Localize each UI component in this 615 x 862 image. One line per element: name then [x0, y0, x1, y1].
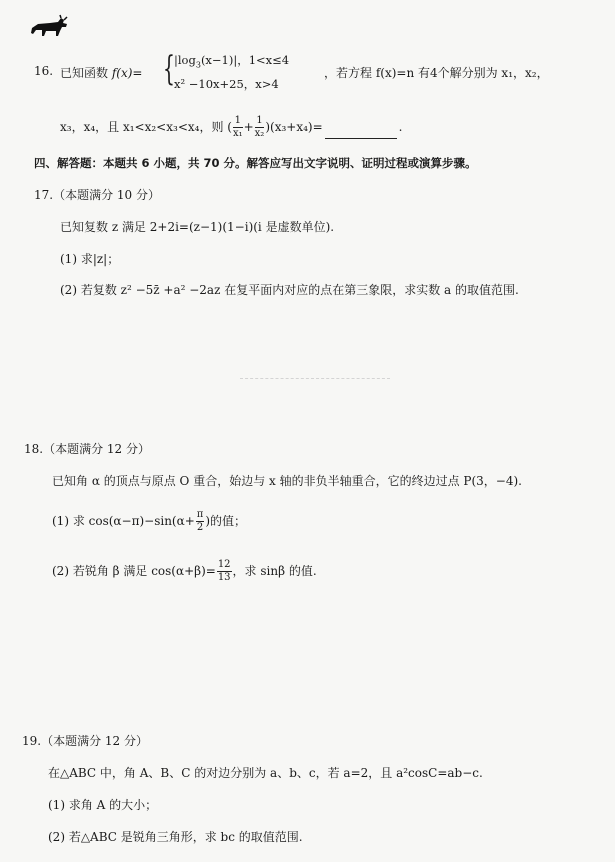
q17-part2-text: (2) 若复数 z² −5z̄ +a² −2az 在复平面内对应的点在第三象限，求实数 a 的取值范围. — [60, 283, 519, 297]
q18-part2-b: ，求 sinβ 的值. — [232, 564, 317, 578]
q19-part1 — [48, 796, 157, 813]
q19-part2 — [48, 828, 303, 845]
q19-header-text: 19.（本题满分 12 分） — [22, 734, 148, 748]
q16-frac1-num: 1 — [234, 115, 241, 126]
q19-stem — [48, 764, 483, 781]
answer-blank[interactable] — [325, 126, 397, 139]
bull-logo-icon — [30, 14, 70, 38]
q18-part1-frac — [196, 510, 205, 533]
q16-number-text: 16. — [34, 64, 54, 78]
q17-stem — [60, 218, 334, 235]
q17-part1 — [60, 250, 119, 267]
q16-line2a: x₃，x₄，且 x₁<x₂<x₃<x₄，则 ( — [60, 120, 232, 134]
q18-part2-a: (2) 若锐角 β 满足 cos(α+β)= — [52, 564, 216, 578]
q18-part1 — [52, 510, 246, 533]
q18-part2-frac-den: 13 — [217, 572, 231, 583]
q19-part1-text: (1) 求角 A 的大小； — [48, 798, 158, 812]
q16-fx: f(x)= — [111, 66, 143, 80]
section-four-heading — [34, 155, 477, 171]
q18-part2-frac-num: 12 — [217, 559, 231, 570]
q18-stem-text: 已知角 α 的顶点与原点 O 重合，始边与 x 轴的非负半轴重合，它的终边过点 P(3，−4). — [52, 474, 522, 488]
q19-header — [22, 732, 148, 749]
q16-frac2 — [255, 116, 265, 139]
q17-part1-text: (1) 求|z|； — [60, 252, 120, 266]
q18-part1-frac-den: 2 — [196, 522, 204, 533]
faint-watermark — [240, 378, 390, 389]
q16-piece1 — [174, 52, 289, 69]
q16-piece2 — [174, 76, 279, 92]
q16-intro — [60, 64, 142, 81]
q16-frac2-den: x₂ — [254, 128, 265, 139]
q17-header-text: 17.（本题满分 10 分） — [34, 188, 160, 202]
q16-line2 — [60, 116, 402, 139]
q19-stem-text: 在△ABC 中，角 A、B、C 的对边分别为 a、b、c，若 a=2，且 a²cosC=ab−c. — [48, 766, 483, 780]
q16-frac1-den: x₁ — [232, 128, 243, 139]
q16-condition — [324, 64, 549, 81]
q16-piece2-text: x² −10x+25，x>4 — [174, 77, 279, 91]
q16-plus: + — [243, 120, 254, 134]
q17-header — [34, 186, 160, 203]
q17-part2 — [60, 281, 519, 298]
q16-piece1-sub: 3 — [195, 60, 201, 70]
q19-part2-text: (2) 若△ABC 是锐角三角形，求 bc 的取值范围. — [48, 830, 303, 844]
q18-part2 — [52, 560, 317, 583]
q16-condition-text: ，若方程 f(x)=n 有4个解分别为 x₁，x₂， — [324, 66, 549, 80]
piecewise-brace: { — [163, 49, 175, 89]
q18-header-text: 18.（本题满分 12 分） — [24, 442, 150, 456]
q18-part1-frac-num: π — [196, 509, 204, 520]
q16-frac2-num: 1 — [256, 115, 263, 126]
q16-piece1-expr: |log — [174, 53, 196, 67]
q16-intro-text: 已知函数 — [60, 66, 109, 80]
q16-piece1-rest: (x−1)|，1<x≤4 — [200, 53, 290, 67]
q16-frac1 — [233, 116, 243, 139]
q18-part1-b: )的值； — [205, 514, 247, 528]
q16-tail: . — [398, 120, 403, 134]
section-four-text: 四、解答题：本题共 6 小题，共 70 分。解答应写出文字说明、证明过程或演算步骤。 — [34, 156, 477, 170]
q18-header — [24, 440, 150, 457]
q18-part2-frac — [217, 560, 232, 583]
q16-line2b: )(x₃+x₄)= — [265, 120, 323, 134]
q16-number — [34, 64, 53, 78]
q18-part1-a: (1) 求 cos(α−π)−sin(α+ — [52, 514, 195, 528]
q17-stem-text: 已知复数 z 满足 2+2i=(z−1)(1−i)(i 是虚数单位). — [60, 220, 335, 234]
q18-stem — [52, 472, 522, 489]
